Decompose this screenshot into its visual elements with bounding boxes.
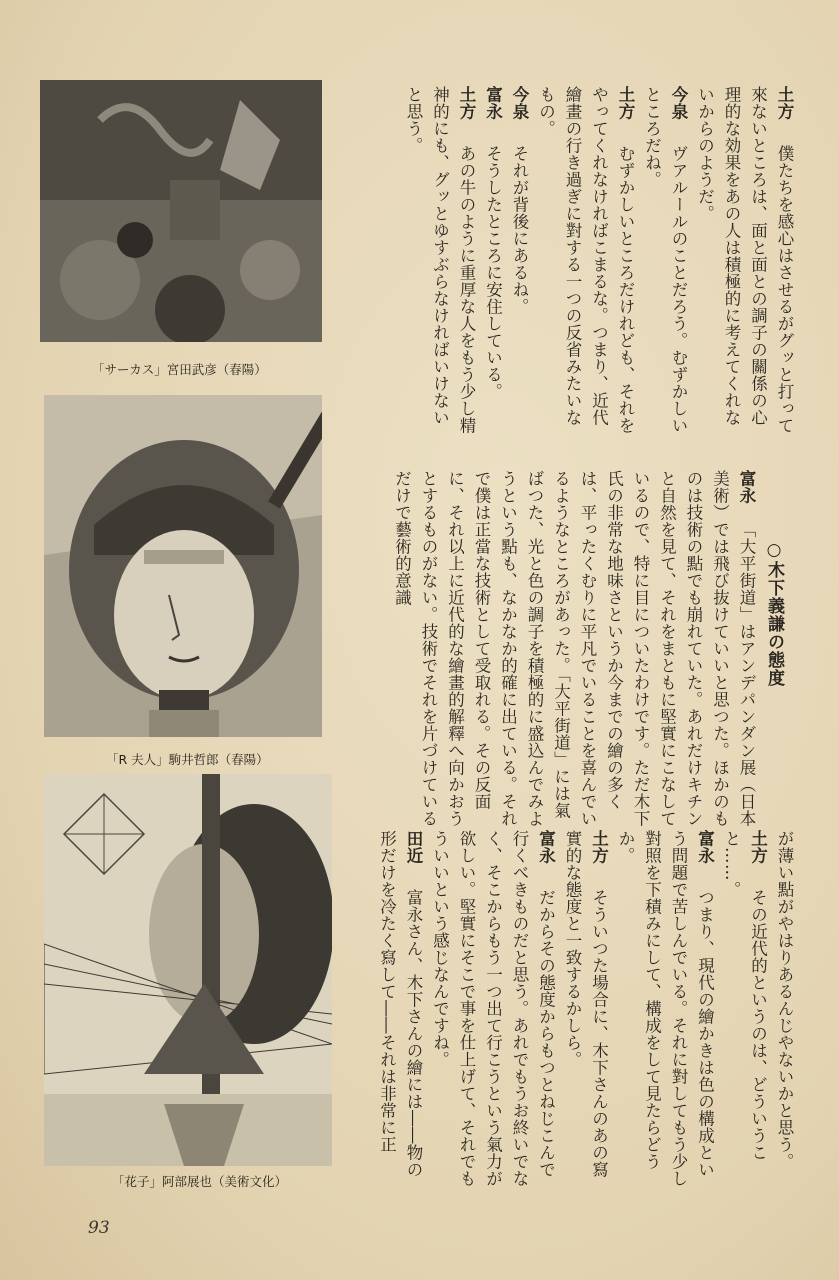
speaker-name: 土方	[775, 86, 794, 120]
page-number: 93	[88, 1218, 110, 1238]
caption-circus: 「サーカス」宮田武彦（春陽）	[92, 362, 267, 377]
utterance-text: その近代的というのは、どういうこと……。	[722, 830, 768, 1161]
speaker-name: 今泉	[510, 86, 529, 120]
utterance	[638, 86, 691, 441]
utterance	[612, 830, 718, 1190]
speaker-name: 土方	[748, 830, 768, 864]
utterance	[400, 86, 480, 441]
speaker-name: 今泉	[669, 86, 688, 120]
caption-r-fujin: 「R 夫人」駒井哲郎（春陽）	[106, 752, 269, 767]
r-fujin-painting-image	[44, 395, 322, 737]
utterance	[718, 830, 771, 1190]
utterance-text: ヴアルールのことだろう。むずかしいところだね。	[642, 86, 688, 434]
utterance	[771, 830, 798, 1190]
speaker-name: 富永	[737, 470, 756, 504]
utterance-text: が薄い點がやはりあるんじやないかと思う。	[775, 830, 794, 1170]
speaker-name: 土方	[616, 86, 635, 120]
hanako-painting-image	[44, 774, 332, 1166]
speaker-name: 富永	[483, 86, 503, 120]
illustration-hanako	[44, 774, 332, 1166]
section-heading: ○木下義謙の態度	[764, 540, 784, 687]
utterance-text: つまり、現代の繪かきは色の構成という問題で苦しんでいる。それに對してもう少し對照を下積みにして、構成をして見たらどうか。	[616, 830, 715, 1187]
speaker-name: 土方	[457, 86, 476, 120]
utterance-text: そういつた場合に、木下さんのあの寫實的な態度と一致するかしら。	[563, 830, 609, 1178]
utterance-text: それが背後にあるね。	[510, 145, 529, 315]
illustration-circus	[40, 80, 322, 342]
utterance	[691, 86, 797, 441]
circus-painting-image	[40, 80, 322, 342]
text-block-top	[347, 86, 797, 441]
utterance	[377, 830, 426, 1190]
utterance-text: むずかしいところだけれども、それをやってくれなければこまるな。つまり、近代繪畫の行き過ぎに對する一つの反省みたいなもの。	[536, 86, 635, 434]
utterance-text: だからその態度からもつとねじこんで行くべきものだと思う。あれでもうお終いでなく、そこからもう一つ出て行こうという氣力が欲しい。堅實にそこで事を仕上げて、それでもういいという感じなんですね。	[430, 830, 556, 1187]
speaker-name: 田近	[404, 830, 423, 864]
caption-hanako: 「花子」阿部展也（美術文化）	[112, 1174, 288, 1189]
text-block-middle	[339, 470, 759, 830]
illustration-r-fujin	[44, 395, 322, 737]
utterance	[532, 86, 638, 441]
utterance	[426, 830, 559, 1190]
utterance	[479, 86, 506, 441]
speaker-name: 土方	[589, 830, 609, 864]
speaker-name: 富永	[695, 830, 715, 864]
utterance-text: あの牛のように重厚な人をもう少し精神的にも、グッとゆすぶらなければいけないと思う。	[404, 86, 476, 434]
utterance	[559, 830, 612, 1190]
utterance-text: 富永さん、木下さんの繪には――物の形だけを冷たく寫して――それは非常に正	[377, 830, 423, 1178]
utterance	[388, 470, 759, 830]
utterance-text: そうしたところに安住している。	[483, 145, 503, 400]
speaker-name: 富永	[536, 830, 556, 864]
utterance-text: 「大平街道」はアンデパンダン展（日本美術）では飛び抜けていいと思つた。ほかのものは技術の點でも崩れていた。あれだけキチンと自然を見て、それをまともに堅實にこなしているので、特に目についたわけです。ただ木下氏の非常な地味さというか今までの繪の多くは、平ったくむりに平凡でいることを喜んでいるようなところがあった。「大平街道」には氣ばつた、光と色の調子を積極的に盛込んでみようという點も、なかなか的確に出ている。それで僕は正當な技術として受取れる。その反面に、それ以上に近代的な繪畫的解釋へ向かおうとするものがない。技術でそれを片づけているだけで藝術的意識	[392, 470, 756, 827]
text-block-bottom	[377, 830, 797, 1190]
utterance	[506, 86, 533, 441]
utterance-text: 僕たちを感心はさせるがグッと打って來ないところは、面と面との調子の關係の心理的な効果をあの人は積極的に考えてくれないからのようだ。	[695, 86, 794, 434]
